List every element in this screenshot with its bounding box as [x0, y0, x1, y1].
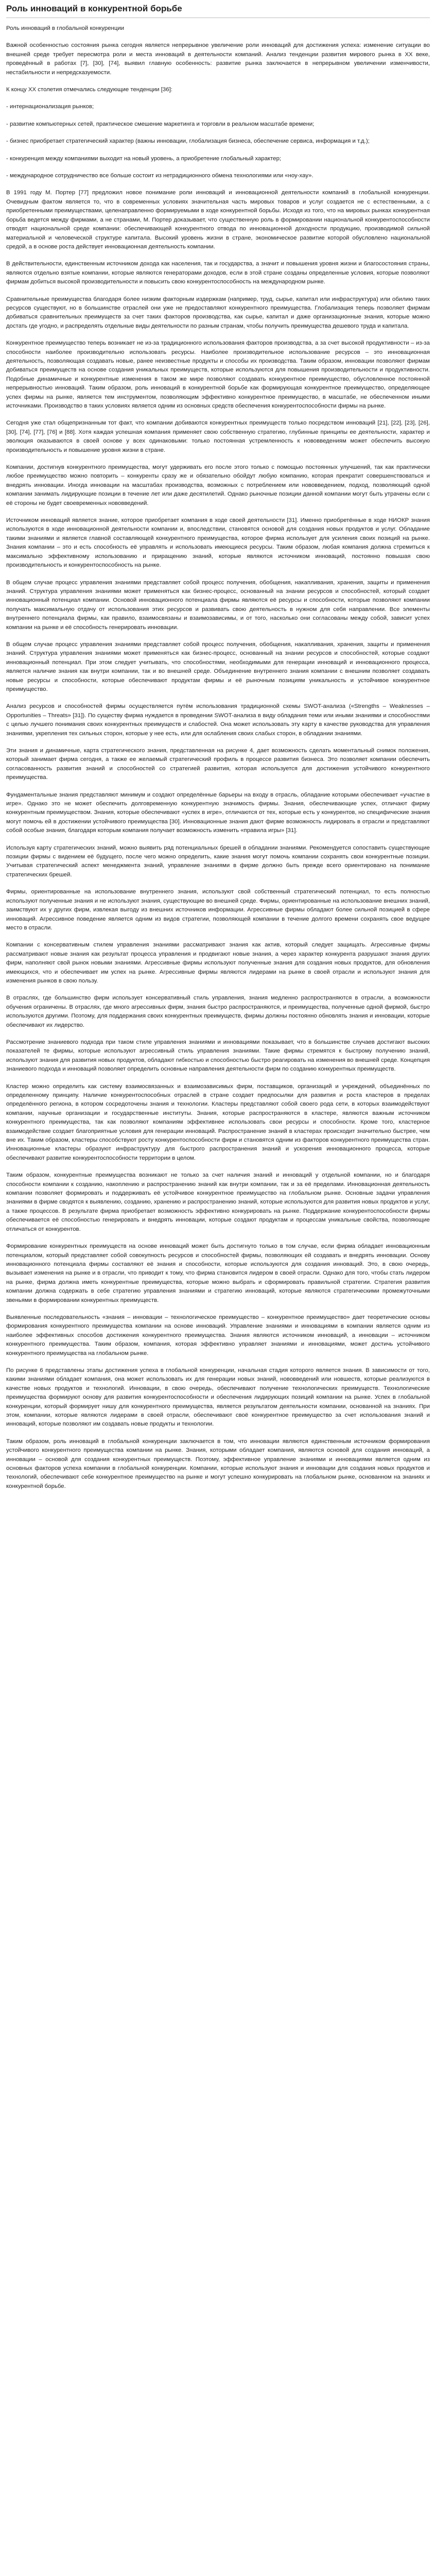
paragraph: Эти знания и динамичные, карта стратегического знания, представленная на рисунке 4, дает возможность сделать моментальный снимок положения, который занимает фирма сегодня, а также ее желаемый стратегический профиль в процессе развития бизнеса. Это позволяет компании обеспечить согласованность развития знаний и способностей со стратегией развития, которая используется для достижения устойчивого конкурентного преимущества.: [6, 748, 430, 781]
paragraph: Фирмы, ориентированные на использование внутреннего знания, используют свой собственный стратегический потенциал, то есть полностью используют полученные знания и не используют знания, существующие во внешней среде. Фирмы, ориентированные на использование внешних знаний, заимствуют их у других фирм, извлекая выгоду из внешних источников информации. Агрессивные фирмы обладают более сильной позицией в сфере инноваций. Агрессивное поведение является одним из видов стратегии, позволяющей компании в течение долгого времени сохранять свое ведущее место в отрасли.: [6, 889, 430, 931]
paragraph: - интернационализация рынков;: [6, 104, 94, 110]
paragraph: Компании, достигнув конкурентного преимущества, могут удерживать его после этого только с помощью постоянных улучшений, так как практически любое преимущество можно повторить – конкуренты сразу же и обязательно обойдут любую компанию, которая прекратит совершенствоваться и внедрять инновации. Иногда инновации на масштабах производства, возможных с потреблением или нововведением, подход, позволяющий одной компании занимать лидирующие позиции в течение лет или даже десятилетий. Однако рыночные позиции данной компании могут быть утрачены если с её стороны не будет своевременных нововведений.: [6, 464, 430, 506]
paragraph: Фундаментальные знания представляют минимум и создают определённые барьеры на входу в отрасль, обладание которыми обеспечивает «участие в игре». Однако это не может обеспечить долговременную конкурентную значимость фирмы. Знания, обеспечивающие успех, отличают фирму конкурентным преимуществом. Знания, которые обеспечивают «успех в игре», отличаются от тех, которые есть у конкурентов, но специфические знания могут помочь ей в достижении устойчивого преимущества [30]. Инновационные знания дают фирме возможность лидировать в отрасли и представляют собой особые знания, благодаря которым компания получает возможность изменить «правила игры» [31].: [6, 791, 430, 834]
paragraph: В 1991 году М. Портер [77] предложил новое понимание роли инноваций и инновационной деятельности компаний в глобальной конкуренции. Очевидным фактом является то, что в современных условиях значительная часть мировых товаров и услуг создается не с естественными, а с приобретенными преимуществами, целенаправленно формируемыми в ходе конкурентной борьбы. Исходя из того, что на мировых рынках конкурентная борьба ведется между фирмами, а не странами, М. Портер доказывает, что существенную роль в формировании национальной конкурентоспособности отводят национальной среде компании: обеспечивающей конкурентного отвода по инновационной доходности продукцию, производимой сильной материальной и человеческой структуре капитала. Высокий уровень жизни в стране, экономическое развитие которой обусловлено национальной средой, а в основе роста действует инновационная деятельность компании.: [6, 190, 430, 250]
paragraph: Таким образом, конкурентные преимущества возникают не только за счет наличия знаний и инноваций у отдельной компании, но и благодаря способности компании к созданию, накоплению и распространению знаний как внутри компании, так и за её пределами. Инновационная деятельность компании позволяет формировать и поддерживать её устойчивое конкурентное преимущество на глобальном рынке. Основные задачи управления знаниями в фирме сводятся к выявлению, созданию, хранению и распространению знаний, которые используются для развития новых продуктов и услуг, а также процессов. В результате фирма приобретает возможность эффективно конкурировать на рынке. Поддержание конкурентоспособности фирмы обеспечивается её способностью генерировать и внедрять инновации, которые создают продуктам и процессам уникальные свойства, позволяющие отличаться от конкурентов.: [6, 1172, 430, 1232]
paragraph: - конкуренция между компаниями выходит на новый уровень, а приобретение глобальный характер;: [6, 155, 282, 162]
paragraph: Выявленные последовательность «знания – инновации – технологическое преимущество – конкурентное преимущество» дает теоретические основы формирования конкурентного преимущества компании на основе инноваций. Управление знаниями и инновациями в компании является одним из наиболее эффективных способов достижения конкурентного преимущества. Знания являются источником инноваций, а инновации – источником конкурентного преимущества. Таким образом, компания, которая эффективно управляет знаниями и инновациями, может достичь устойчивого конкурентного преимущества на глобальном рынке.: [6, 1314, 430, 1357]
paragraph: В общем случае процесс управления знаниями представляет собой процесс получения, обобщения, накапливания, хранения, защиты и применения знаний. Структура управления знаниями может применяться как бизнес-процесс, основанный на знании ресурсов и способностей, который создает инновационный потенциал компании. Основой инновационного потенциала фирмы являются её ресурсы и способности, которые позволяют компании получать максимальную отдачу от использования этих ресурсов и развивать свою деятельность в нужном для себя направлении. Все элементы внутреннего потенциала фирмы, как правило, взаимосвязаны и взаимозависимы, и от того, насколько они согласованы между собой, зависит успех компании на рынке и её способность генерировать инновации.: [6, 579, 430, 631]
paragraph: - бизнес приобретает стратегический характер (важны инновации, глобализация бизнеса, обеспечение сервиса, информация и т.д.);: [6, 138, 370, 145]
paragraph: - развитие компьютерных сетей, практическое смешение маркетинга и торговли в реальном масштабе времени;: [6, 121, 315, 127]
paragraph: Сравнительные преимущества благодаря более низким факторным издержкам (например, труд, сырье, капитал или инфраструктура) или обилию таких ресурсов существуют, но в большинстве отраслей они уже не предоставляют конкурентного преимущества. Глобализация теперь позволяет фирмам добиваться сравнительных преимуществ за счет таких факторов производства, как сырье, капитал и даже организационные знания, которые можно достать где угодно, и распределять отдельные виды деятельности по разным странам, чтобы получить преимущества дешевого труда и капитала.: [6, 296, 430, 329]
paragraph: В действительности, единственным источником дохода как населения, так и государства, а значит и повышения уровня жизни и благосостояния страны, являются отдельно взятые компании, которые являются генераторами доходов, если в этой стране созданы определенные условия, которые позволяют фирмам добиться высокой производительности и повысить свою конкурентоспособность на международном рынке.: [6, 261, 430, 285]
paragraph: Компании с консервативным стилем управления знаниями рассматривают знания как актив, который следует защищать. Агрессивные фирмы рассматривают новые знания как результат процесса управления и продвигают новые знания, а через характер конкурента разрушают знания других фирм, наполняют свой рынок новыми знаниями. Агрессивные фирмы используют полученные знания для создания новых продуктов, для обновления имеющихся, что и обеспечивает им успех на рынке. Агрессивные фирмы являются лидерами на рынке в своей отрасли и используют знания для изменения рынков в свою пользу.: [6, 942, 430, 984]
paragraph: В общем случае процесс управления знаниями представляет собой процесс получения, обобщения, накапливания, хранения, защиты и применения знаний. Структура управления знаниями может применяться как бизнес-процесс, основанный на знании ресурсов и способностей, которые создают инновационный потенциал. При этом следует учитывать, что способностями, необходимыми для генерации инноваций и инновационного процесса, является наличие знания как внутри компании, так и во внешней среде. Объединение внутреннего знания компании с внешним позволяет создавать новые ресурсы и способности, которые обеспечивают продуктам фирмы и её рыночным позициям уникальность и устойчивое конкурентное преимущество.: [6, 641, 430, 692]
paragraph: Конкурентное преимущество теперь возникает не из-за традиционного использования факторов производства, а за счет высокой продуктивности – из-за способности наиболее производительно использовать ресурсы. Наиболее производительное использование ресурсов – это инновационная деятельность, позволяющая создавать новые, ранее неизвестные продукты и способы их производства. Таким образом, инновации позволяют фирмам добиваться преимуществ на основе создания уникальных преимуществ, которые используются для повышения производительности и продуктивности. Подобные динамичные и конкурентные изменения в таком же мире позволяют создавать конкурентное преимущество, обусловленное постоянной непрерывностью инноваций. Таким образом, роль инноваций в конкурентной борьбе как формирующая конкурентное преимущество, определяющее успех фирмы на рынке, является тем инструментом, позволяющим эффективно конкурентное преимущество, в масштабе, не обеспеченном иными источниками. Производство в таких условиях является одним из основных средств обеспечения конкурентоспособности фирмы на рынке.: [6, 340, 430, 409]
article-body: [6, 18, 430, 1491]
section-heading: Роль инноваций в глобальной конкуренции: [6, 25, 125, 31]
paragraph: Важной особенностью состояния рынка сегодня является непрерывное увеличение роли инноваций для достижения успеха: изменение ситуации во внешней среде требует пересмотра роли и места инноваций в деятельности компаний. Анализ тенденции развития мирового рынка в XX веке, проведённый в работах [7], [30], [74], выявил главную особенность: развитие рынка заключается в непрерывном увеличении изменчивости, нестабильности и непредсказуемости.: [6, 42, 430, 76]
paragraph: Источником инноваций является знание, которое приобретает компания в ходе своей деятельности [31]. Именно приобретённые в ходе НИОКР знания используются в ходе инновационной деятельности компании и, впоследствии, становятся основой для создания новых продуктов и услуг. Обладание такими знаниями и является главной составляющей конкурентного преимущества, которое фирма использует для усиления своих позиций на рынке. Знания компании – это и есть способность её управлять и использовать имеющиеся ресурсы. Таким образом, любая компания должна стремиться к максимально эффективному использованию и приращению знаний, которые являются источником инноваций, постоянно повышая свою производительность и конкурентоспособность на рынке.: [6, 517, 430, 569]
paragraph: В отраслях, где большинство фирм использует консервативный стиль управления, знания медленно распространяются в отрасли, а возможности обучения ограничены. В отраслях, где много агрессивных фирм, знания быстро распространяются, и преимущества, полученные одной фирмой, быстро используются другими. Поэтому, для поддержания своих конкурентных преимуществ, фирмы должны постоянно обновлять знания и инновации, которые обеспечивают их лидерство.: [6, 995, 430, 1028]
paragraph: - международное сотрудничество все больше состоит из нетрадиционного обмена технологиями или «ноу-хау».: [6, 173, 313, 179]
paragraph: Анализ ресурсов и способностей фирмы осуществляется путём использования традиционной схемы SWOT-анализа («Strengths – Weaknesses – Opportunities – Threats» [31]). По существу фирма нуждается в проведении SWOT-анализа в виду обладания теми или иными знаниями и способностями с целью лучшего понимания своих конкурентных преимуществ и слабостей. Она может использовать эту карту в качестве руководства для управления знаниями, укрепления тех сильных сторон, которые у нее есть, или для ослабления своих слабых сторон, в обладании знаниями.: [6, 703, 430, 737]
paragraph: Используя карту стратегических знаний, можно выявить ряд потенциальных брешей в обладании знаниями. Рекомендуется сопоставить существующие позиции фирмы с видением её будущего, после чего можно определить, какие знания могут помочь компании сохранять свои конкурентные позиции. Учитывая стратегический аспект менеджмента знаний, управление знаниями в фирме должно быть прежде всего ориентировано на понимание стратегических брешей.: [6, 844, 430, 878]
paragraph: Таким образом, роль инноваций в глобальной конкуренции заключается в том, что инновации являются единственным источником формирования устойчивого конкурентного преимущества компании на рынке. Знания, которыми обладает компания, являются основой для создания инноваций, а инновации – основой для создания конкурентных преимуществ. Поэтому, эффективное управление знаниями и инновациями является одним из основных факторов успеха компании в глобальной конкуренции. Компании, которые используют знания и инновации для создания новых продуктов и технологий, обеспечивают себе конкурентное преимущество на рынке и могут успешно конкурировать на глобальном рынке, основанном на знаниях и конкурентной борьбе.: [6, 1438, 430, 1489]
paragraph: К концу XX столетия отмечались следующие тенденции [36]:: [6, 87, 172, 93]
paragraph: Рассмотрение знаниевого подхода при таком стиле управления знаниями и инновациями показывает, что в большинстве случаев достигают высоких показателей те фирмы, которые используют агрессивный стиль управления знаниями. Такие фирмы стремятся к быстрому получению знаний, используют знания для развития новых продуктов, обладают гибкостью и способностью быстро реагировать на изменения во внешней среде. Концепция знаниевого подхода и инноваций позволяет определить основные направления деятельности фирм по созданию конкурентных преимуществ.: [6, 1039, 430, 1073]
paragraph: Сегодня уже стал общепризнанным тот факт, что компании добиваются конкурентных преимуществ только посредством инноваций [21], [22], [23], [26], [30], [74], [77], [76] и [88]. Хотя каждая успешная компания применяет свою собственную стратегию, глубинные принципы ее деятельности, характер и эволюция оказываются в своей основе у всех одинаковыми: только постоянная устремленность к нововведениям может обеспечить высокую производительность и повышение уровня жизни в стране.: [6, 420, 430, 453]
paragraph: Формирование конкурентных преимуществ на основе инноваций может быть достигнуто только в том случае, если фирма обладает инновационным потенциалом, который представляет собой совокупность ресурсов и способностей фирмы, позволяющих ей создавать и внедрять инновации. Основу инновационного потенциала фирмы составляют её знания и способности, которые используются для создания инноваций. Это, в свою очередь, вызывает изменения на рынке и в отрасли, что приводит к тому, что фирма становится лидером в своей отрасли. Однако для того, чтобы стать лидером на рынке, фирма должна иметь конкурентные преимущества, которые можно выбрать и сформировать правильной стратегии. Стратегия развития компании должна содержать в себе стратегию управления знаниями и стратегию инноваций, которые являются стратегическими промежуточными звеньями в формировании конкурентных преимуществ.: [6, 1243, 430, 1303]
page-title: Роль инноваций в конкурентной борьбе: [6, 0, 430, 18]
paragraph: По рисунке 6 представлены этапы достижения успеха в глобальной конкуренции, начальная стадия которого является знания. В зависимости от того, какими знаниями обладает компания, она может использовать их для генерации новых знаний, нововведений или новшеств, которые реализуются в качестве новых продуктов и технологий. Инновации, в свою очередь, обеспечивают получение технологических преимуществ. Технологические преимущества формируют основу для развития конкурентоспособности и обеспечения лидирующих позиций компании на рынке. Успех в глобальной конкуренции, который формирует нишу для конкурентного преимущества, является результатом деятельности компании, основанной на знаниях. При этом, компании, которые являются лидерами в своей отрасли, обеспечивают своё конкурентное преимущество за счет использования знаний и инноваций, которые позволяют им создавать новые продукты и технологии.: [6, 1367, 430, 1428]
paragraph: Кластер можно определить как систему взаимосвязанных и взаимозависимых фирм, поставщиков, организаций и учреждений, объединённых по определенному принципу. Наличие конкурентоспособных отраслей в стране создает предпосылки для развития и роста кластеров в пределах определённого региона, в котором сосредоточены знания и технологии. Кластеры представляют собой своего рода сети, в которых взаимодействуют компании, научные организации и государственные институты. Знания, которые распространяются в кластере, являются важным источником конкурентного преимущества, так как позволяют компаниям эффективнее использовать свои ресурсы и способности. Кроме того, кластерное взаимодействие создает благоприятные условия для генерации инноваций. Распространение знаний в кластерах происходит значительно быстрее, чем вне их. Таким образом, кластеры способствуют росту конкурентоспособности фирм и становятся одним из факторов конкурентного преимущества стран. Инновационные кластеры образуют инфраструктуру для быстрого распространения знаний и ускорения инновационного процесса, которые обеспечивают развитие конкурентоспособности территории в целом.: [6, 1083, 430, 1161]
